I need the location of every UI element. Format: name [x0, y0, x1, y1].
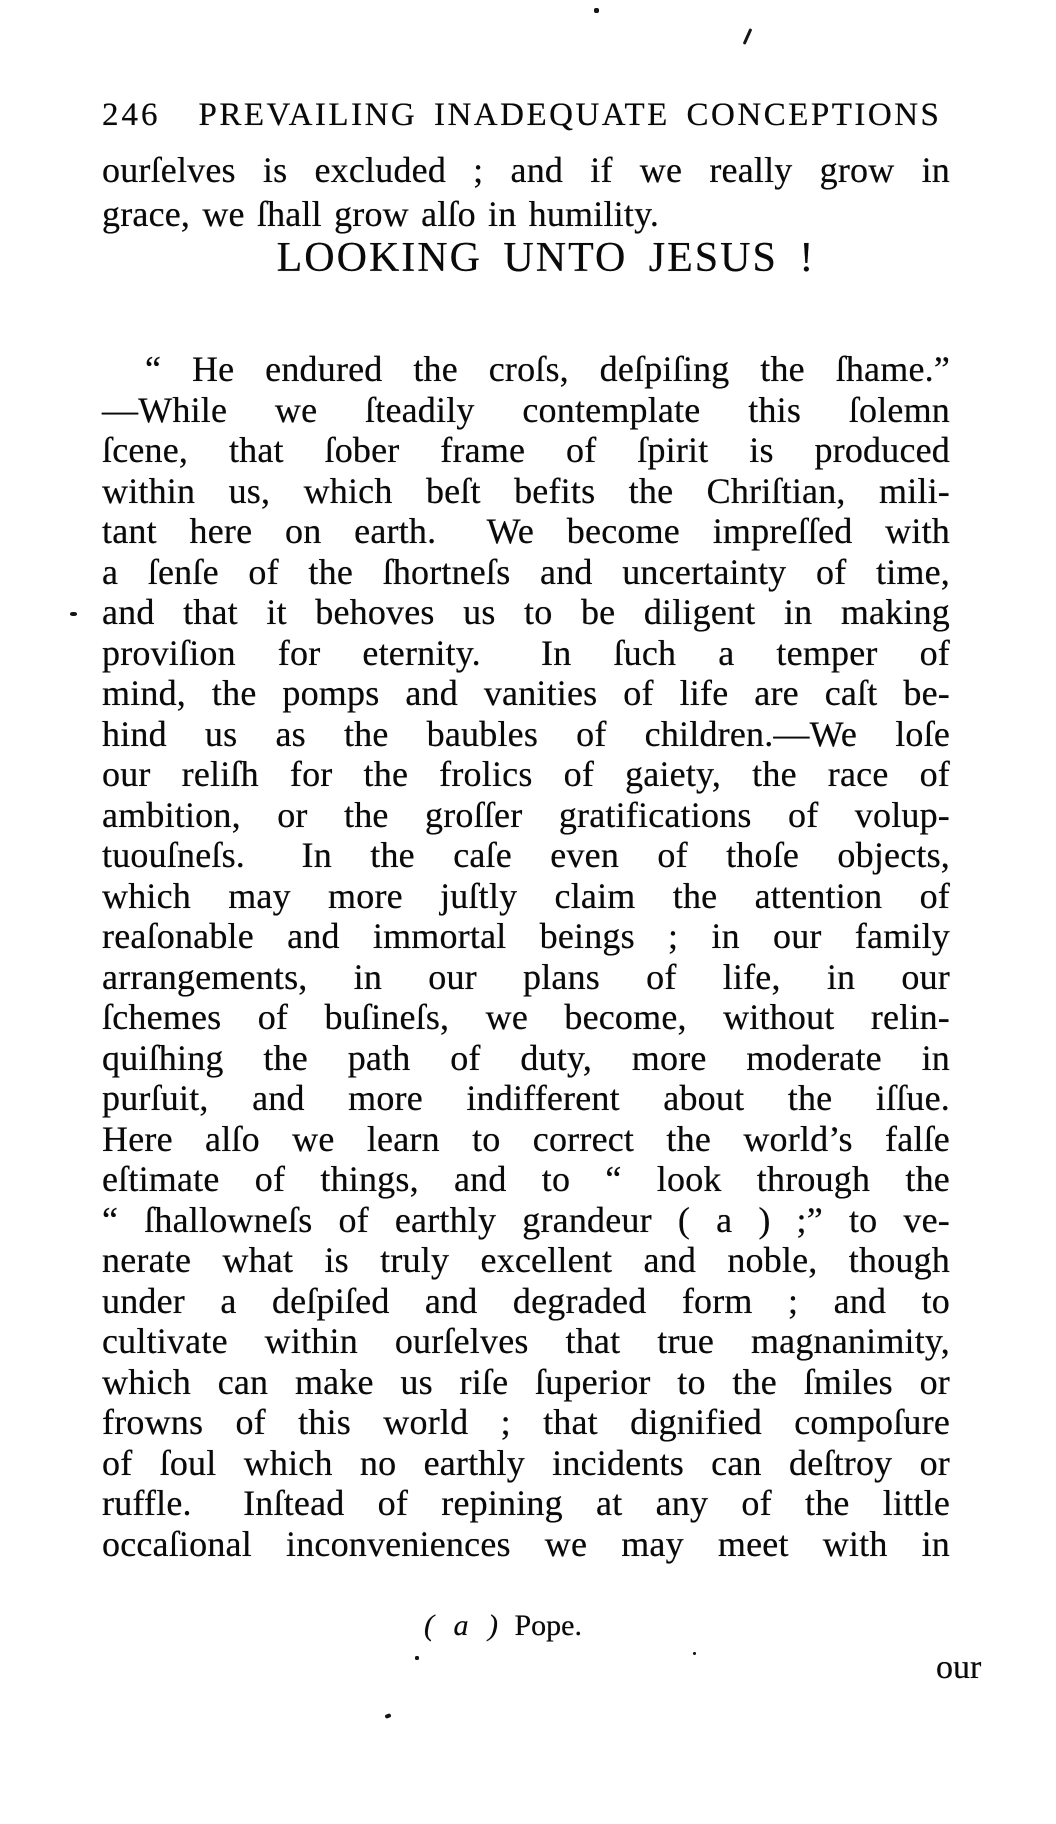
text-line: tant here on earth. We become impreſſed with	[102, 511, 950, 551]
text-line: Here alſo we learn to correct the world’s falſe	[102, 1118, 950, 1159]
text-line: proviſion for eternity. In ſuch a temper of	[102, 632, 950, 673]
text-line: within us, which beſt befits the Chriſtian, mili-	[102, 470, 950, 511]
scan-speck	[693, 1652, 696, 1655]
scan-speck	[70, 612, 77, 616]
body-paragraph	[102, 349, 950, 1564]
text-line: and that it behoves us to be diligent in making	[102, 592, 950, 632]
intro-paragraph	[102, 148, 950, 236]
footnote	[102, 1608, 950, 1644]
text-line: our reliſh for the frolics of gaiety, the race of	[102, 754, 950, 794]
catchword: our	[936, 1649, 982, 1686]
text-line: frowns of this world ; that dignified compoſure	[102, 1402, 950, 1442]
text-line: occaſional inconveniences we may meet with in	[102, 1523, 950, 1564]
text-line: ſcene, that ſober frame of ſpirit is produced	[102, 430, 950, 470]
text-line: ourſelves is excluded ; and if we really grow in	[102, 150, 950, 190]
text-line: a ſenſe of the ſhortneſs and uncertainty of time,	[102, 551, 950, 592]
text-line: ſchemes of buſineſs, we become, without relin-	[102, 997, 950, 1037]
footnote-text: Pope.	[514, 1609, 582, 1642]
text-line: which can make us riſe ſuperior to the ſmiles or	[102, 1361, 950, 1402]
text-line: mind, the pomps and vanities of life are caſt be-	[102, 673, 950, 713]
text-line: tuouſneſs. In the caſe even of thoſe objects,	[102, 835, 950, 875]
text-line: “ ſhallowneſs of earthly grandeur ( a ) ;” to ve-	[102, 1199, 950, 1240]
running-title: PREVAILING INADEQUATE CONCEPTIONS	[198, 97, 942, 133]
text-line: grace, we ſhall grow alſo in humility.	[102, 194, 660, 234]
footnote-marker: ( a )	[424, 1609, 501, 1642]
text-line: “ He endured the croſs, deſpiſing the ſhame.”	[145, 349, 950, 389]
text-line: quiſhing the path of duty, more moderate in	[102, 1037, 950, 1078]
text-line: reaſonable and immortal beings ; in our family	[102, 916, 950, 956]
text-line: purſuit, and more indifferent about the iſſue.	[102, 1078, 950, 1118]
text-line: under a deſpiſed and degraded form ; and to	[102, 1280, 950, 1321]
text-line: arrangements, in our plans of life, in our	[102, 956, 950, 997]
scan-speck	[594, 8, 599, 13]
text-line: of ſoul which no earthly incidents can deſtroy or	[102, 1442, 950, 1483]
text-line: hind us as the baubles of children.—We loſe	[102, 713, 950, 754]
section-heading: LOOKING UNTO JESUS !	[276, 235, 816, 281]
scan-speck	[743, 28, 753, 45]
text-line: ambition, or the groſſer gratifications of volup-	[102, 794, 950, 835]
scan-speck	[415, 1656, 419, 1660]
page-number: 246	[102, 97, 161, 133]
text-line: cultivate within ourſelves that true magnanimity,	[102, 1321, 950, 1361]
text-line: ruffle. Inſtead of repining at any of the little	[102, 1483, 950, 1523]
text-line: eſtimate of things, and to “ look through the	[102, 1159, 950, 1199]
text-line: nerate what is truly excellent and noble, though	[102, 1240, 950, 1280]
text-line: which may more juſtly claim the attention of	[102, 875, 950, 916]
scan-speck	[384, 1713, 391, 1719]
running-header	[102, 97, 962, 133]
text-line: —While we ſteadily contemplate this ſolemn	[102, 389, 950, 430]
